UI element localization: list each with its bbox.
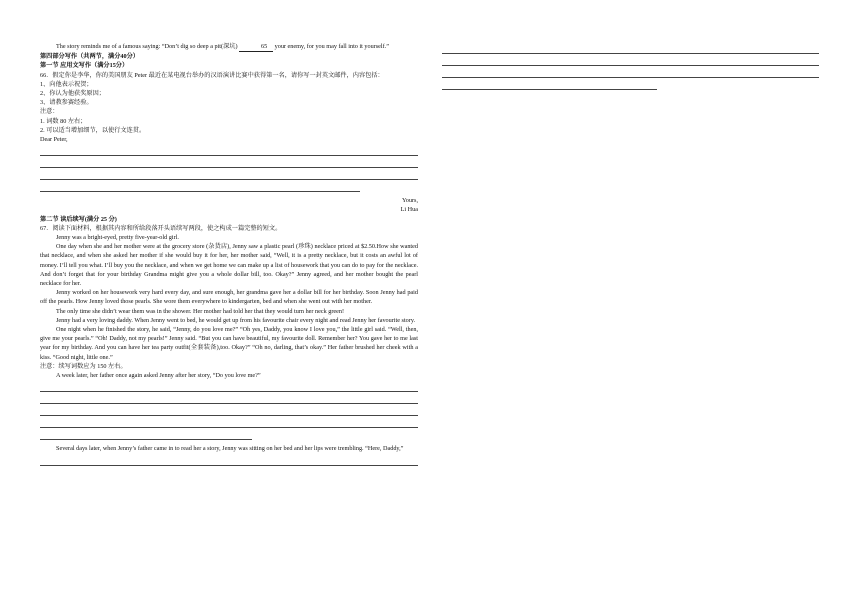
q66-prompt: 66．假定你是李华，你的美国朋友 Peter 最近在某电视台举办的汉语演讲比赛中获得第一名，请你写一封英文邮件，内容包括： xyxy=(40,71,384,79)
closing: Yours, xyxy=(401,197,418,205)
note-item: 2. 可以适当增加细节，以使行文连贯。 xyxy=(40,126,146,134)
paragraph2-start: Several days later, when Jenny’s father came in to read her a story, Jenny was sitting on her bed and her lips were trembling. “Here, Daddy,” xyxy=(56,445,404,453)
answer-line[interactable] xyxy=(40,454,418,466)
answer-line[interactable] xyxy=(442,54,819,66)
salutation: Dear Peter, xyxy=(40,136,68,144)
moral-text-end: your enemy, for you may fall into it yourself.” xyxy=(273,43,390,50)
answer-line[interactable] xyxy=(40,156,418,168)
left-column xyxy=(40,42,418,466)
answer-line[interactable] xyxy=(40,168,418,180)
story-paragraph: One day when she and her mother were at the grocery store (杂货店), Jenny saw a plastic pearl (珍珠) necklace priced at $2.50.How she wanted that necklace, and when she asked her mother if she would buy it for her, her mother said, “Well, it is a pretty necklace, but it costs an awful lot of money. I’ll tell you what. I’ll buy you the necklace, and when we get home we can make up a list of housework that you can do to pay for the necklace. And don’t forget that for your birthday Grandma might give you a whole dollar bill, too. Okay?” Jenny agreed, and her mother bought the pearl necklace for her. xyxy=(40,243,418,288)
story-paragraph: One night when he finished the story, he said, “Jenny, do you love me?” “Oh yes, Daddy, you know I love you,” the little girl said. “Well, then, give me your pearls.” “Oh! Daddy, not my pearls!” Jenny said. “But you can have beautiful, my favourite doll. Remember her? You gave her to me last year for my birthday. And you can have her tea party outfit(全套装备),too. Okay?” “Oh no, darling, that’s okay.” Her father brushed her cheek with a kiss. “Good night, little one.” xyxy=(40,326,418,361)
story-moral-line xyxy=(40,42,418,52)
answer-line[interactable] xyxy=(442,42,819,54)
answer-line[interactable] xyxy=(40,416,418,428)
paragraph1-start: A week later, her father once again asked Jenny after her story, “Do you love me?” xyxy=(56,372,261,380)
part4-heading: 第四部分写作（共两节，满分40分） xyxy=(40,53,139,61)
story-paragraph: Jenny worked on her housework very hard every day, and sure enough, her grandma gave her a dollar bill for her birthday. Soon Jenny had paid off the pearls. How Jenny loved those pearls. She wore them everywhere to kindergarten, bed and when she went out with her mother. xyxy=(40,289,418,306)
moral-text-start: The story reminds me of a famous saying: “Don’t dig so deep a pit(深坑) xyxy=(56,43,240,50)
q67-prompt: 67．阅读下面材料，根据其内容和所给段落开头语续写两段，使之构成一篇完整的短文。 xyxy=(40,224,282,232)
answer-line[interactable] xyxy=(442,66,819,78)
content-point: 3、请教参赛经验。 xyxy=(40,99,93,107)
answer-line[interactable] xyxy=(40,144,418,156)
section1-heading: 第一节 应用文写作（满分15分） xyxy=(40,62,129,70)
right-column xyxy=(442,42,819,90)
answer-line[interactable] xyxy=(442,78,657,90)
story-paragraph: Jenny had a very loving daddy. When Jenny went to bed, he would get up from his favourite chair every night and read Jenny her favourite story. xyxy=(56,316,416,324)
story-paragraph: The only time she didn’t wear them was in the shower. Her mother had told her that they would turn her neck green! xyxy=(56,307,345,315)
section2-heading: 第二节 读后续写(满分 25 分) xyxy=(40,215,117,223)
answer-line[interactable] xyxy=(40,380,418,392)
answer-line[interactable] xyxy=(40,404,418,416)
answer-blank-65[interactable]: 65 xyxy=(239,42,273,52)
answer-line[interactable] xyxy=(40,180,360,192)
note-label: 注意： xyxy=(40,108,59,116)
signature: Li Hua xyxy=(400,206,418,214)
answer-line[interactable] xyxy=(40,428,252,440)
word-count-note: 注意：续写词数应为 150 左右。 xyxy=(40,362,127,370)
answer-line[interactable] xyxy=(40,392,418,404)
content-point: 2、你认为他获奖原因； xyxy=(40,90,105,98)
content-point: 1、向他表示祝贺； xyxy=(40,80,93,88)
note-item: 1. 词数 80 左右； xyxy=(40,117,87,125)
story-paragraph: Jenny was a bright-eyed, pretty five-year-old girl. xyxy=(56,234,179,242)
